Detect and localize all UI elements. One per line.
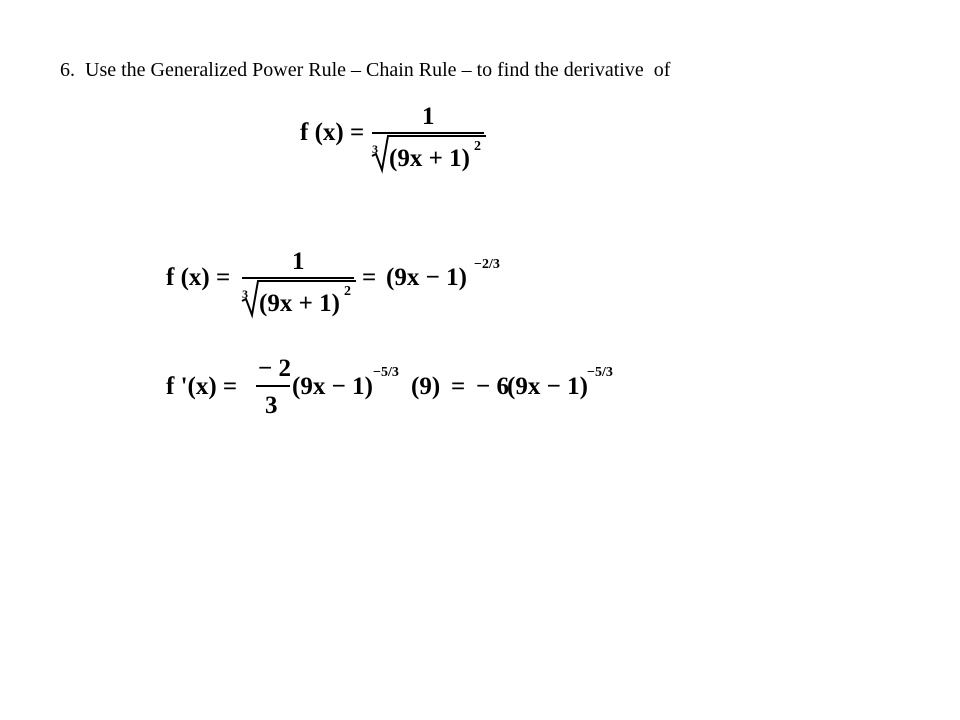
step2-fraction-bar bbox=[256, 385, 290, 387]
step1-equals: = bbox=[362, 264, 377, 291]
given-numerator: 1 bbox=[422, 103, 435, 130]
given-radicand: (9x + 1) bbox=[389, 145, 470, 172]
problem-statement: 6. Use the Generalized Power Rule – Chain Rule – to find the derivative of bbox=[60, 59, 671, 81]
step2-fraction-denominator: 3 bbox=[265, 392, 278, 419]
step2-term3-exponent: −5/3 bbox=[587, 365, 613, 380]
step1-rewrite: (9x − 1) bbox=[386, 264, 467, 291]
step1-numerator: 1 bbox=[292, 248, 305, 275]
step2-term1-exponent: −5/3 bbox=[373, 365, 399, 380]
step2-fraction-numerator: − 2 bbox=[258, 355, 291, 382]
given-radicand-exponent: 2 bbox=[474, 139, 481, 154]
step1-lhs: f (x) = bbox=[166, 264, 231, 291]
step1-root-index: 3 bbox=[242, 287, 248, 301]
step2-term1: (9x − 1) bbox=[292, 373, 373, 400]
step1-radicand-exponent: 2 bbox=[344, 284, 351, 299]
step2-lhs: f '(x) = bbox=[166, 373, 238, 400]
step1-radicand: (9x + 1) bbox=[259, 290, 340, 317]
step1-rewrite-exponent: −2/3 bbox=[474, 257, 500, 272]
given-root-index: 3 bbox=[372, 142, 378, 156]
step2-equals: = bbox=[451, 373, 466, 400]
step2-coefficient: − 6 bbox=[476, 373, 509, 400]
step2-term2: (9) bbox=[411, 373, 441, 400]
given-lhs: f (x) = bbox=[300, 119, 365, 146]
step2-term3: (9x − 1) bbox=[507, 373, 588, 400]
